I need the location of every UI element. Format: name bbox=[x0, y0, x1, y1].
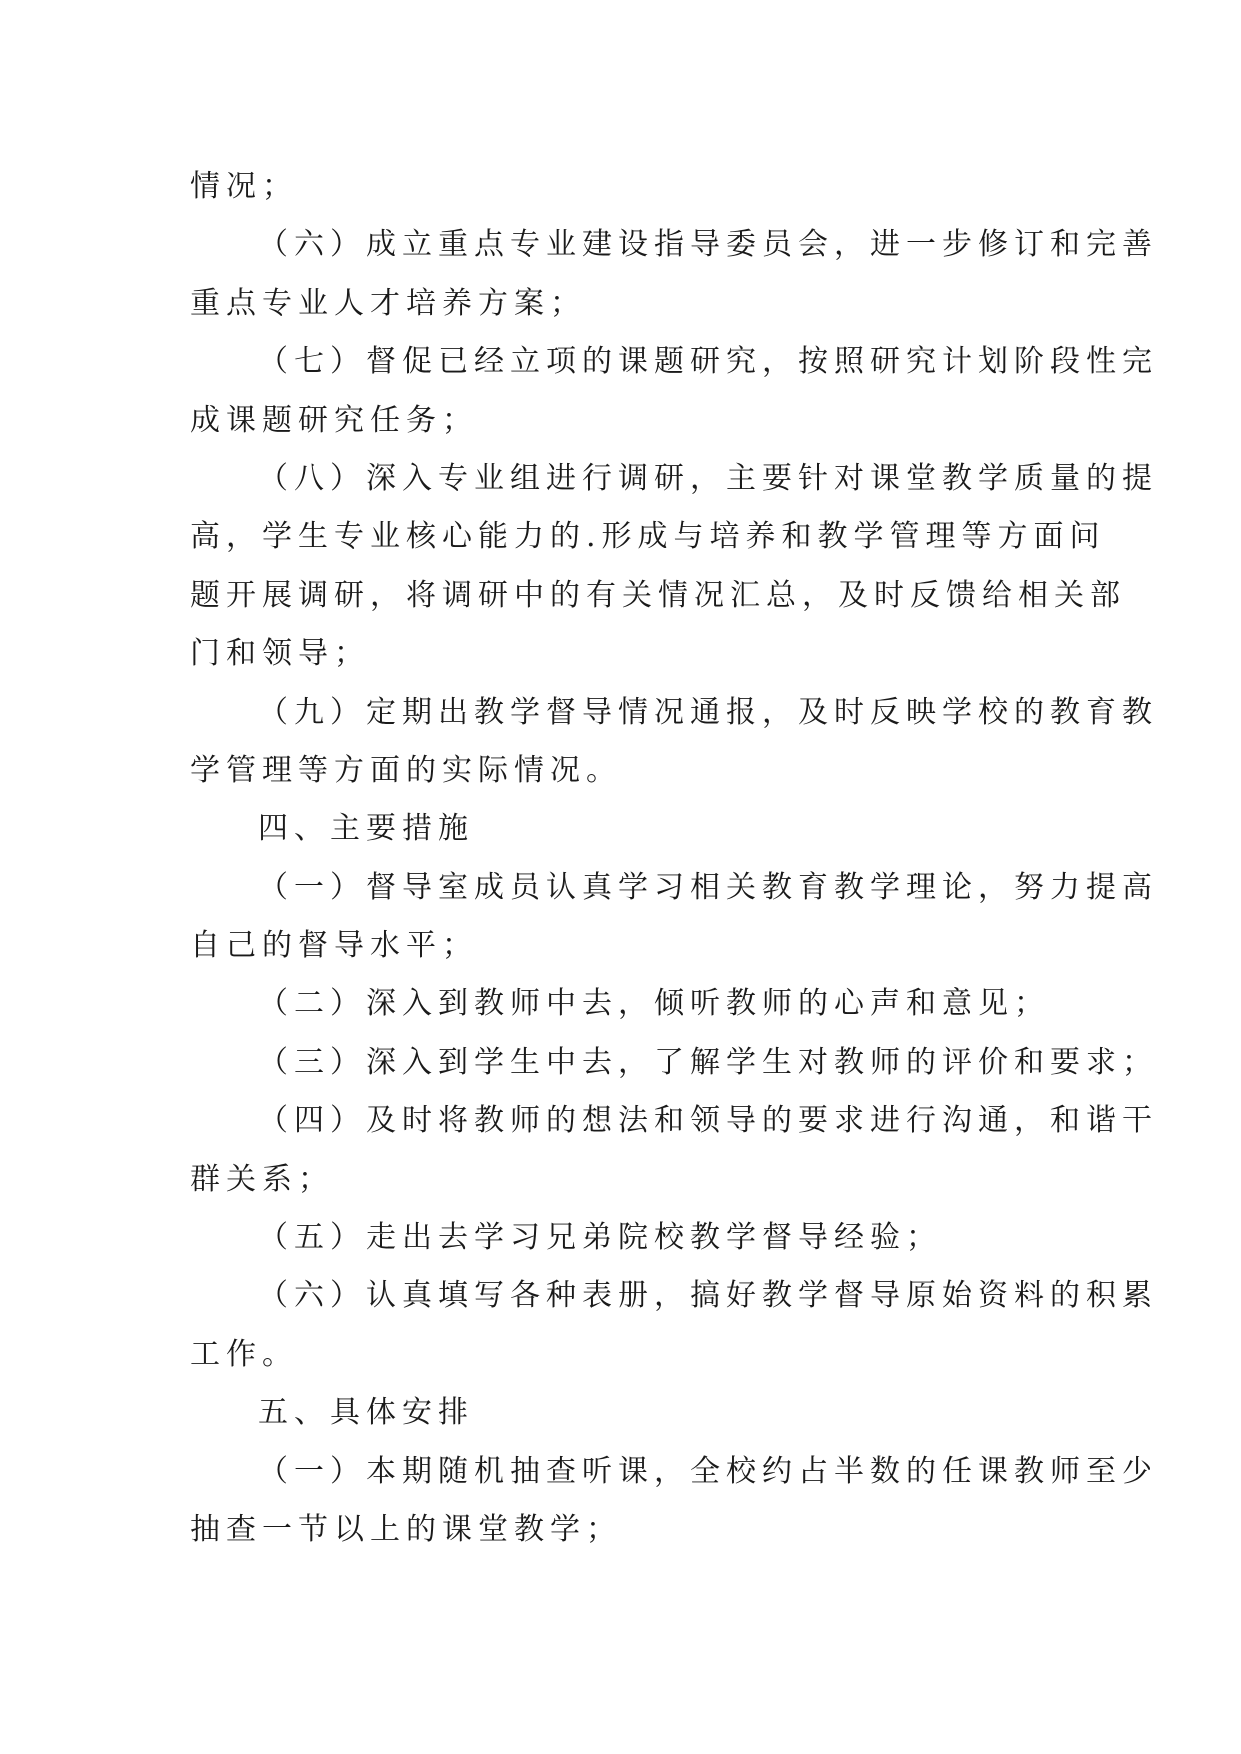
text-line: 成课题研究任务； bbox=[190, 402, 478, 438]
text-line: 重点专业人才培养方案； bbox=[190, 285, 586, 321]
document-body bbox=[190, 158, 1158, 1559]
text-line: 抽查一节以上的课堂教学； bbox=[190, 1511, 622, 1547]
text-line: 五、具体安排 bbox=[258, 1395, 474, 1431]
text-line: 门和领导； bbox=[190, 636, 370, 672]
text-line: （六）成立重点专业建设指导委员会，进一步修订和完善 bbox=[258, 227, 1158, 263]
text-line: 高，学生专业核心能力的.形成与培养和教学管理等方面问 bbox=[190, 519, 1106, 555]
text-line: （九）定期出教学督导情况通报，及时反映学校的教育教 bbox=[258, 694, 1158, 730]
text-line: （五）走出去学习兄弟院校教学督导经验； bbox=[258, 1220, 942, 1256]
text-line: （一）督导室成员认真学习相关教育教学理论，努力提高 bbox=[258, 869, 1158, 905]
text-line: 工作。 bbox=[190, 1336, 298, 1372]
text-line: 情况； bbox=[190, 169, 298, 204]
text-line: （七）督促已经立项的课题研究，按照研究计划阶段性完 bbox=[258, 344, 1158, 380]
text-line: （八）深入专业组进行调研，主要针对课堂教学质量的提 bbox=[258, 460, 1158, 496]
text-line: （六）认真填写各种表册，搞好教学督导原始资料的积累 bbox=[258, 1278, 1158, 1314]
text-line: 学管理等方面的实际情况。 bbox=[190, 752, 622, 788]
text-line: 四、主要措施 bbox=[258, 811, 474, 847]
text-line: 自己的督导水平； bbox=[190, 928, 478, 964]
text-line: 群关系； bbox=[190, 1161, 334, 1197]
text-line: （四）及时将教师的想法和领导的要求进行沟通，和谐干 bbox=[258, 1103, 1158, 1139]
text-line: （一）本期随机抽查听课，全校约占半数的任课教师至少 bbox=[258, 1453, 1158, 1489]
text-line: 题开展调研，将调研中的有关情况汇总，及时反馈给相关部 bbox=[190, 577, 1126, 613]
text-line: （二）深入到教师中去，倾听教师的心声和意见； bbox=[258, 986, 1050, 1022]
text-line: （三）深入到学生中去，了解学生对教师的评价和要求； bbox=[258, 1044, 1158, 1080]
